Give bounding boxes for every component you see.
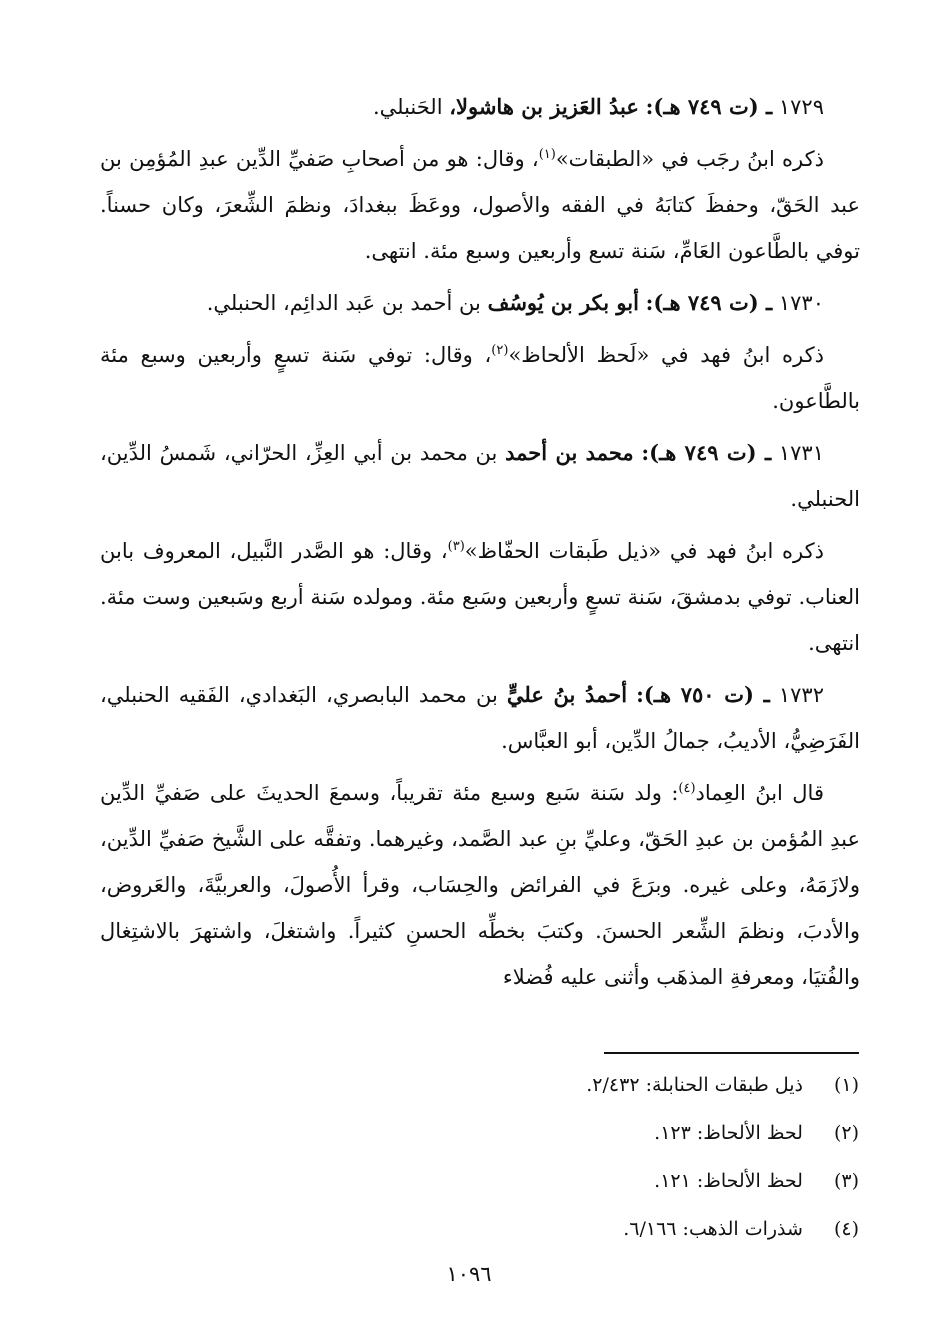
death-date: ـ (ت ٧٤٩ هـ): — [645, 94, 773, 119]
footnote-ref[interactable]: (٣) — [447, 539, 465, 554]
death-date: ـ (ت ٧٤٩ هـ): — [641, 440, 772, 465]
footnote-text: ذيل طبقات الحنابلة: ٢/٤٣٢. — [586, 1074, 803, 1096]
person-name: عبدُ العَزيز بن هاشولا، — [449, 94, 639, 119]
death-date: ـ (ت ٧٥٠ هـ): — [636, 682, 770, 707]
entry-text-lead: ذكره ابنُ رجَب في «الطبقات» — [555, 147, 824, 171]
footnote-item — [439, 1114, 859, 1162]
entry-text — [100, 770, 860, 1000]
footnote-ref[interactable]: (٢) — [491, 343, 509, 358]
entry-number: ١٧٣٠ — [778, 291, 824, 315]
entry-1729 — [100, 84, 860, 274]
footnotes — [439, 1066, 859, 1258]
footnote-text: شذرات الذهب: ٦/١٦٦. — [623, 1218, 803, 1240]
entry-text-rest: ، وقال: هو الصَّدر النَّبيل، المعروف بابن العناب. توفي بدمشقَ، سَنة تسعٍ وأربعين وسَبع مئة. ومولده سَنة أربع وسَبعين وست مئة. انتهى. — [100, 539, 860, 655]
entry-heading — [100, 280, 860, 326]
footnote-ref[interactable]: (١) — [538, 147, 556, 162]
entry-text-rest: ، وقال: توفي سَنة تسعٍ وأربعين وسبع مئة بالطَّاعون. — [100, 343, 860, 413]
entry-heading — [100, 672, 860, 764]
person-description: بن أحمد بن عَبد الدائِم، الحنبلي. — [206, 291, 481, 315]
entry-text-lead: ذكره ابنُ فهد في «ذيل طَبقات الحفّاظ» — [464, 539, 824, 563]
entry-number: ١٧٣١ — [778, 441, 824, 465]
person-description: بن محمد بن أبي العِزِّ، الحرّاني، شَمسُ الدِّين، الحنبلي. — [100, 441, 860, 511]
entry-heading — [100, 430, 860, 522]
entry-1730 — [100, 280, 860, 424]
footnote-item — [439, 1210, 859, 1258]
person-name: أحمدُ بنُ عليٍّ — [506, 682, 628, 707]
footnote-number: (٤) — [833, 1218, 859, 1240]
person-name: أبو بكر بن يُوسُف — [487, 290, 639, 315]
entry-text — [100, 332, 860, 424]
person-name: محمد بن أحمد — [505, 440, 634, 465]
entry-heading — [100, 84, 860, 130]
entry-text-rest: ، وقال: هو من أصحابِ صَفيِّ الدِّين عبدِ المُؤمِن بن عبد الحَقّ، وحفظَ كتابَهُ في الفقه والأصول، ووعَظَ ببغدادَ، ونظمَ الشِّعرَ، وكان حسناً. توفي بالطَّاعون العَامِّ، سَنة تسع وأربعين وسبع مئة. انتهى. — [100, 147, 860, 263]
entry-text-lead: قال ابنُ العِماد — [695, 781, 824, 805]
entry-text-rest: : ولد سَنة سَبع وسبع مئة تقريباً، وسمعَ الحديثَ على صَفيِّ الدِّين عبدِ المُؤمن بن عبدِ الحَقّ، وعليِّ بنِ عبد الصَّمد، وغيرهما. وتفقَّه على الشَّيخ صَفيِّ الدِّين، ولازَمَهُ، وعلى غيره. وبرَعَ في الفرائض والحِسَاب، وقرأ الأُصولَ، والعربيَّةَ، والعَروض، والأدبَ، ونظمَ الشِّعر الحسنَ. وكتبَ بخطِّه الحسنِ كثيراً. واشتغلَ، واشتهرَ بالاشتِغال والفُتيَا، ومعرفةِ المذهَب وأثنى عليه فُضلاء — [100, 781, 860, 989]
footnote-text: لحظ الألحاظ: ١٢١. — [654, 1170, 803, 1192]
entry-1732 — [100, 672, 860, 1000]
death-date: ـ (ت ٧٤٩ هـ): — [645, 290, 773, 315]
footnote-text: لحظ الألحاظ: ١٢٣. — [654, 1122, 803, 1144]
footnote-item — [439, 1066, 859, 1114]
footnote-number: (٣) — [833, 1170, 859, 1192]
page-number: ١٠٩٦ — [446, 1262, 492, 1286]
footnote-number: (١) — [833, 1074, 859, 1096]
entry-1731 — [100, 430, 860, 666]
entry-text-lead: ذكره ابنُ فهد في «لَحظ الألحاظ» — [508, 343, 824, 367]
entry-text — [100, 136, 860, 274]
footnote-divider — [604, 1052, 859, 1054]
page-body — [100, 78, 860, 1006]
footnote-number: (٢) — [833, 1122, 859, 1144]
entry-number: ١٧٣٢ — [778, 683, 824, 707]
entry-text — [100, 528, 860, 666]
footnote-item — [439, 1162, 859, 1210]
person-description: الحَنبلي. — [372, 95, 443, 119]
footnote-ref[interactable]: (٤) — [678, 781, 696, 796]
person-description: بن محمد البابصري، البَغدادي، الفَقيه الحنبلي، الفَرَضِيُّ، الأديبُ، جمالُ الدِّين، أبو العبَّاس. — [100, 683, 860, 753]
entry-number: ١٧٢٩ — [778, 95, 824, 119]
